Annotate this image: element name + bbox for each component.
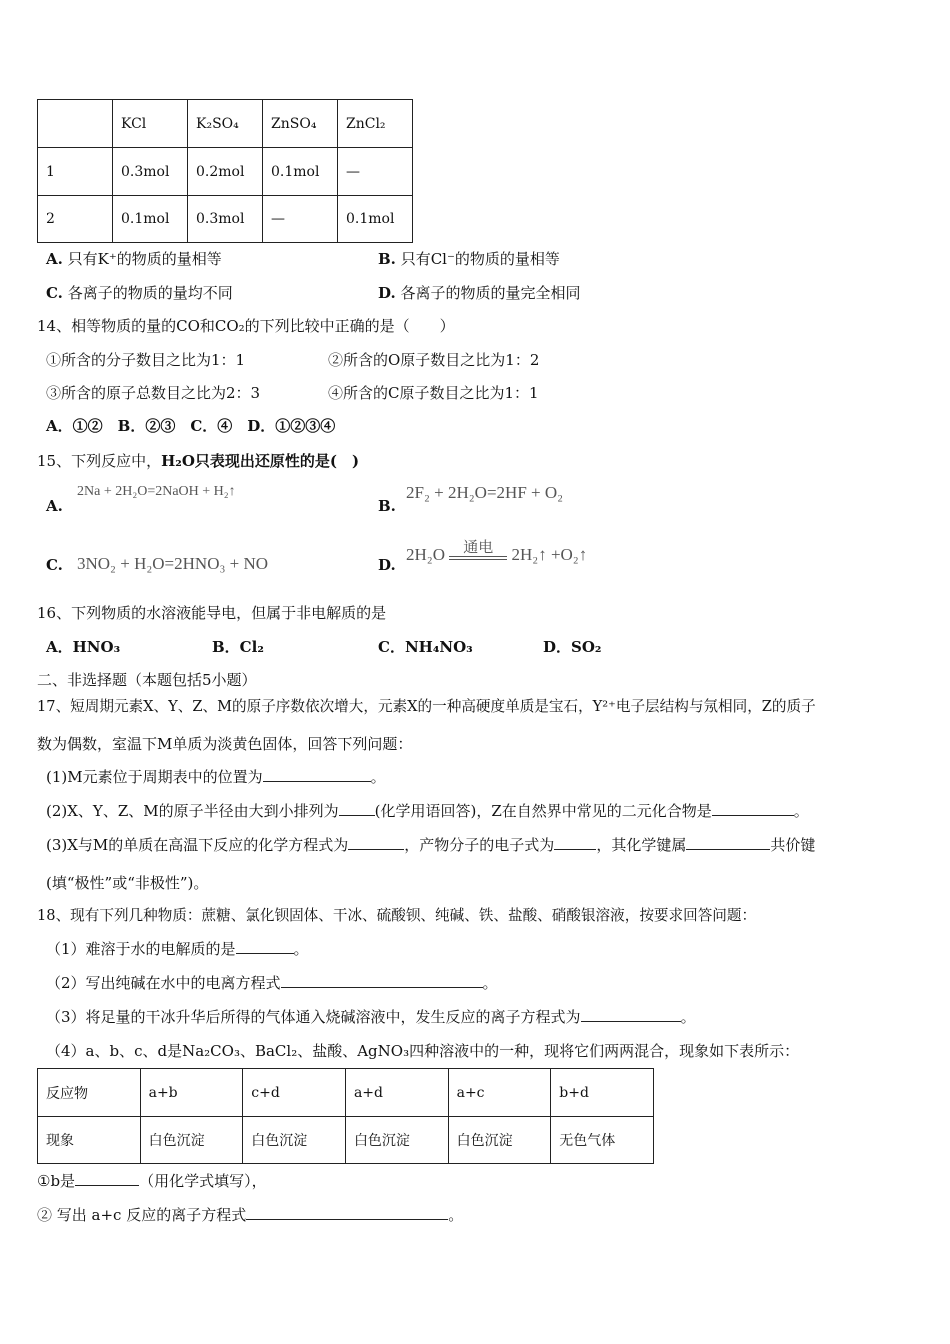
table-cell: b+d xyxy=(551,1069,654,1117)
table-cell: 无色气体 xyxy=(551,1117,654,1164)
q14-statement-1: ①所含的分子数目之比为1：1 xyxy=(46,351,246,369)
option-text: 各离子的物质的量完全相同 xyxy=(400,284,581,302)
table-cell: 0.1mol xyxy=(338,196,413,243)
question-text: 。 xyxy=(482,974,498,992)
answer-blank[interactable] xyxy=(581,1007,681,1022)
option-label: D. xyxy=(378,284,396,302)
table-cell: 0.1mol xyxy=(113,196,188,243)
q14-statement-4: ④所含的C原子数目之比为1：1 xyxy=(328,384,539,402)
q14-statement-3: ③所含的原子总数目之比为2：3 xyxy=(46,384,261,402)
amount-table xyxy=(37,99,413,243)
answer-blank[interactable] xyxy=(348,835,404,850)
question-text: 。 xyxy=(793,802,809,820)
option-label: B. xyxy=(378,250,396,268)
question-text: (1)M元素位于周期表中的位置为 xyxy=(46,768,263,786)
table-cell: 现象 xyxy=(38,1117,141,1164)
q16-stem: 16、下列物质的水溶液能导电，但属于非电解质的是 xyxy=(37,604,387,622)
q17-stem-line1: 17、短周期元素X、Y、Z、M的原子序数依次增大，元素X的一种高硬度单质是宝石，Y²⁺电子层结构与氖相同，Z的质子 xyxy=(37,698,816,715)
option-text: 各离子的物质的量均不同 xyxy=(67,284,233,302)
q16-option-a: A．HNO₃ xyxy=(46,638,121,656)
option-label: A. xyxy=(46,250,63,268)
q18-part-4: （4）a、b、c、d是Na₂CO₃、BaCl₂、盐酸、AgNO₃四种溶液中的一种，现将它们两两混合，现象如下表所示： xyxy=(46,1042,800,1060)
q17-part-1 xyxy=(46,766,386,787)
answer-blank[interactable] xyxy=(75,1171,139,1186)
table-cell: 1 xyxy=(38,148,113,196)
q18-part-3 xyxy=(46,1006,696,1027)
q17-part-2 xyxy=(46,800,809,821)
table-cell: 0.2mol xyxy=(188,148,263,196)
question-text: ①b是 xyxy=(37,1172,76,1190)
answer-blank[interactable] xyxy=(281,973,483,988)
question-text: ，其化学键属 xyxy=(596,836,687,854)
reaction-table xyxy=(37,1068,654,1164)
table-cell: 0.3mol xyxy=(113,148,188,196)
table-cell: 白色沉淀 xyxy=(345,1117,448,1164)
table-cell: 0.1mol xyxy=(263,148,338,196)
answer-blank[interactable] xyxy=(246,1205,448,1220)
table-cell: — xyxy=(263,196,338,243)
answer-blank[interactable] xyxy=(712,801,794,816)
q15-stem xyxy=(37,450,359,471)
q13-option-a xyxy=(46,248,222,269)
q14-stem: 14、相等物质的量的CO和CO₂的下列比较中正确的是（ ） xyxy=(37,317,455,335)
q15-option-d-label: D. xyxy=(378,556,396,574)
question-text: ，产物分子的电子式为 xyxy=(404,836,555,854)
q16-option-d: D．SO₂ xyxy=(543,638,602,656)
question-text: 。 xyxy=(293,940,309,958)
equation-condition: 通电 xyxy=(463,540,494,556)
equation-products: 2H₂↑ +O₂↑ xyxy=(511,545,588,564)
question-text: （3）将足量的干冰升华后所得的气体通入烧碱溶液中，发生反应的离子方程式为 xyxy=(46,1008,581,1026)
table-cell: K₂SO₄ xyxy=(188,100,263,148)
table-cell: ZnSO₄ xyxy=(263,100,338,148)
q17-part-3-line2: (填“极性”或“非极性”)。 xyxy=(46,874,209,892)
q15-equation-d xyxy=(406,540,587,565)
q13-option-b xyxy=(378,248,560,269)
option-label: C. xyxy=(46,284,63,302)
q18-part-2 xyxy=(46,972,498,993)
question-text: 。 xyxy=(448,1206,464,1224)
stem-formula: H₂O xyxy=(161,452,195,470)
q15-option-a-label: A. xyxy=(46,497,63,515)
q16-option-b: B．Cl₂ xyxy=(212,638,264,656)
equation-condition-arrow xyxy=(449,540,507,565)
answer-blank[interactable] xyxy=(554,835,596,850)
question-text: （1）难溶于水的电解质的是 xyxy=(46,940,236,958)
table-cell: a+d xyxy=(345,1069,448,1117)
q15-equation-b: 2F₂ + 2H₂O=2HF + O₂ xyxy=(406,483,564,502)
section-heading: 二、非选择题（本题包括5小题） xyxy=(37,671,257,689)
q18-stem: 18、现有下列几种物质：蔗糖、氯化钡固体、干冰、硫酸钡、纯碱、铁、盐酸、硝酸银溶液，按要求回答问题： xyxy=(37,907,757,924)
q15-option-b-label: B. xyxy=(378,497,396,515)
table-cell: 2 xyxy=(38,196,113,243)
q18-part-1 xyxy=(46,938,309,959)
question-text: 共价键 xyxy=(770,836,816,854)
answer-blank[interactable] xyxy=(339,801,375,816)
question-text: 。 xyxy=(370,768,386,786)
table-cell: a+b xyxy=(140,1069,243,1117)
question-text: ② 写出 a+c 反应的离子方程式 xyxy=(37,1206,247,1224)
table-cell: 白色沉淀 xyxy=(243,1117,346,1164)
question-text: 。 xyxy=(680,1008,696,1026)
q17-part-3 xyxy=(46,834,815,855)
table-cell xyxy=(38,100,113,148)
answer-blank[interactable] xyxy=(686,835,770,850)
q18-sub-2 xyxy=(37,1204,463,1225)
table-cell: — xyxy=(338,148,413,196)
stem-text: 15、下列反应中， xyxy=(37,452,162,470)
table-cell: KCl xyxy=(113,100,188,148)
table-cell: a+c xyxy=(448,1069,551,1117)
double-line xyxy=(449,556,507,560)
option-text: 只有Cl⁻的物质的量相等 xyxy=(400,250,560,268)
q13-option-d xyxy=(378,282,581,303)
question-text: (2)X、Y、Z、M的原子半径由大到小排列为 xyxy=(46,802,339,820)
q13-option-c xyxy=(46,282,233,303)
question-text: (3)X与M的单质在高温下反应的化学方程式为 xyxy=(46,836,349,854)
equation-reactants: 2H₂O xyxy=(406,545,445,564)
question-text: (化学用语回答)，Z在自然界中常见的二元化合物是 xyxy=(374,802,712,820)
table-cell: 白色沉淀 xyxy=(140,1117,243,1164)
table-cell: 0.3mol xyxy=(188,196,263,243)
table-cell: 反应物 xyxy=(38,1069,141,1117)
q15-equation-c: 3NO₂ + H₂O=2HNO₃ + NO xyxy=(77,554,269,573)
question-text: （2）写出纯碱在水中的电离方程式 xyxy=(46,974,281,992)
table-cell: c+d xyxy=(243,1069,346,1117)
q16-option-c: C．NH₄NO₃ xyxy=(378,638,473,656)
q18-sub-1 xyxy=(37,1170,267,1191)
q15-equation-a: 2Na + 2H₂O=2NaOH + H₂↑ xyxy=(77,484,236,499)
q14-statement-2: ②所含的O原子数目之比为1：2 xyxy=(328,351,540,369)
q17-stem-line2: 数为偶数，室温下M单质为淡黄色固体，回答下列问题： xyxy=(37,735,413,753)
question-text: （用化学式填写）， xyxy=(139,1172,267,1190)
q14-options: A．①② B．②③ C．④ D．①②③④ xyxy=(46,417,336,435)
answer-blank[interactable] xyxy=(263,767,371,782)
table-cell: 白色沉淀 xyxy=(448,1117,551,1164)
answer-blank[interactable] xyxy=(236,939,294,954)
option-text: 只有K⁺的物质的量相等 xyxy=(67,250,222,268)
stem-text: 只表现出还原性的是( ) xyxy=(194,452,360,470)
table-cell: ZnCl₂ xyxy=(338,100,413,148)
q15-option-c-label: C. xyxy=(46,556,63,574)
